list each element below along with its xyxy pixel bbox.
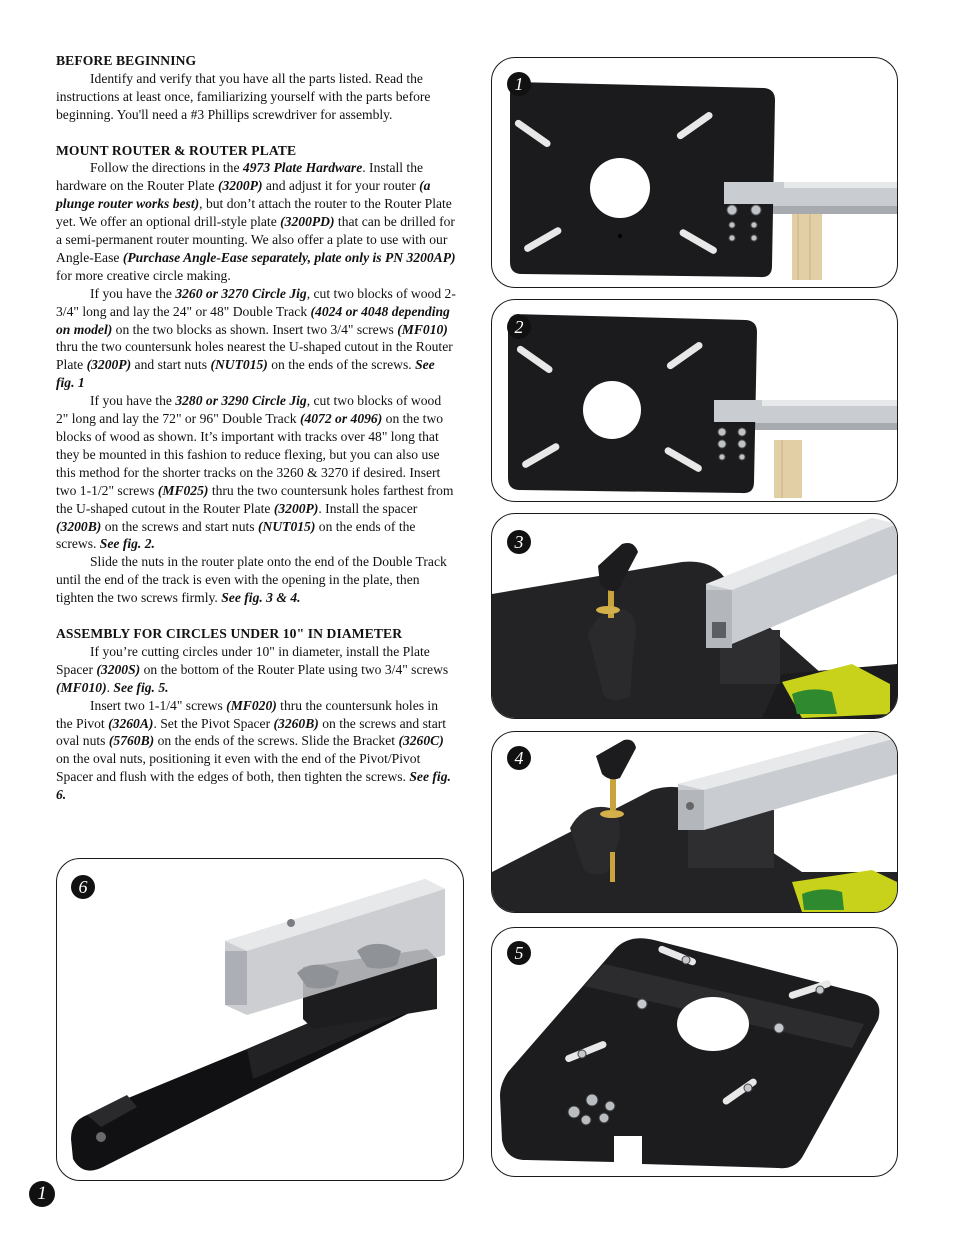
plate-center-hole: [677, 997, 749, 1051]
figure-number-badge: 4: [507, 746, 531, 770]
page-number-badge: 1: [29, 1181, 55, 1207]
heading-before-beginning: BEFORE BEGINNING: [56, 53, 197, 68]
paragraph-mount-1: Follow the directions in the 4973 Plate Hardware. Install the hardware on the Router Plate (3200P) and adjust it for your router (a plunge router works best), but don’t attach the router to the Router Plate yet. We offer an optional drill-style plate (3200PD) that can be drilled for a semi-permanent router mounting. We also offer a plate to use with our Angle-Ease (Purchase Angle-Ease separately, plate only is PN 3200AP) for more creative circle making.: [56, 160, 456, 283]
plate-center-hole: [590, 158, 650, 218]
figure-4-illustration: [492, 732, 897, 912]
figure-1-router-plate-on-track: [491, 57, 898, 288]
figure-1-illustration: [492, 58, 897, 287]
pivot-hole: [96, 1132, 106, 1142]
knob-handle: [596, 740, 636, 780]
figure-6-pivot-assembly: [56, 858, 464, 1181]
figure-number-badge: 2: [507, 315, 531, 339]
figure-4-track-clamped-closeup: [491, 731, 898, 913]
paragraph-mount-3: If you have the 3280 or 3290 Circle Jig, cut two blocks of wood 2" long and lay the 72" or 96" Double Track (4072 or 4096) on the two blocks of wood as shown. It’s important with tracks over 48" long that they be mounted in this fashion to reduce flexing, but you can also use this method for the shorter tracks on the 3260 & 3270 if desired. Insert two 1-1/2" screws (MF025) thru the two countersunk holes farthest from the U-shaped cutout in the Router Plate (3200P). Install the spacer (3200B) on the screws and start nuts (NUT015) on the ends of the screws. See fig. 2.: [56, 393, 454, 552]
paragraph-assembly-2: Insert two 1-1/4" screws (MF020) thru the countersunk holes in the Pivot (3260A). Set the Pivot Spacer (3260B) on the screws and start oval nuts (5760B) on the ends of the screws. Slide the Bracket (3260C) on the oval nuts, positioning it even with the end of the Pivot/Pivot Spacer and flush with the edges of both, then tighten the screws. See fig. 6.: [56, 697, 451, 803]
figure-3-track-clamped-to-plate: [491, 513, 898, 719]
paragraph-assembly-1: If you’re cutting circles under 10" in diameter, install the Plate Spacer (3200S) on the bottom of the Router Plate using two 3/4" screws (MF010). See fig. 5.: [56, 643, 449, 695]
wood-block: [774, 440, 802, 498]
figure-5-plate-spacer-installed: [491, 927, 898, 1177]
heading-mount-router: MOUNT ROUTER & ROUTER PLATE: [56, 142, 297, 158]
figure-number-badge: 6: [71, 875, 95, 899]
figure-number-badge: 1: [507, 72, 531, 96]
figure-5-illustration: [492, 928, 897, 1176]
figure-2-illustration: [492, 300, 897, 501]
heading-assembly-small-circles: ASSEMBLY FOR CIRCLES UNDER 10" IN DIAMETER: [56, 625, 403, 641]
plate-center-hole: [583, 381, 641, 439]
paragraph-before-beginning: Identify and verify that you have all the parts listed. Read the instructions at least once, familiarizing yourself with the parts before beginning. You'll need a #3 Phillips screwdriver for assembly.: [56, 70, 431, 122]
figure-3-illustration: [492, 514, 897, 718]
instructions-column: [56, 52, 456, 804]
figure-2-router-plate-long-track: [491, 299, 898, 502]
paragraph-mount-4: Slide the nuts in the router plate onto the end of the Double Track until the end of the track is even with the opening in the plate, then tighten the two screws firmly. See fig. 3 & 4.: [56, 554, 447, 606]
figure-6-illustration: [57, 859, 463, 1180]
router-plate: [500, 938, 879, 1168]
figure-number-badge: 3: [507, 530, 531, 554]
wood-block: [792, 208, 822, 280]
figure-number-badge: 5: [507, 941, 531, 965]
paragraph-mount-2: If you have the 3260 or 3270 Circle Jig, cut two blocks of wood 2-3/4" long and lay the 24" or 48" Double Track (4024 or 4048 depending on model) on the two blocks as shown. Insert two 3/4" screws (MF010) thru the two countersunk holes nearest the U-shaped cutout in the Router Plate (3200P) and start nuts (NUT015) on the ends of the screws. See fig. 1: [56, 285, 456, 391]
